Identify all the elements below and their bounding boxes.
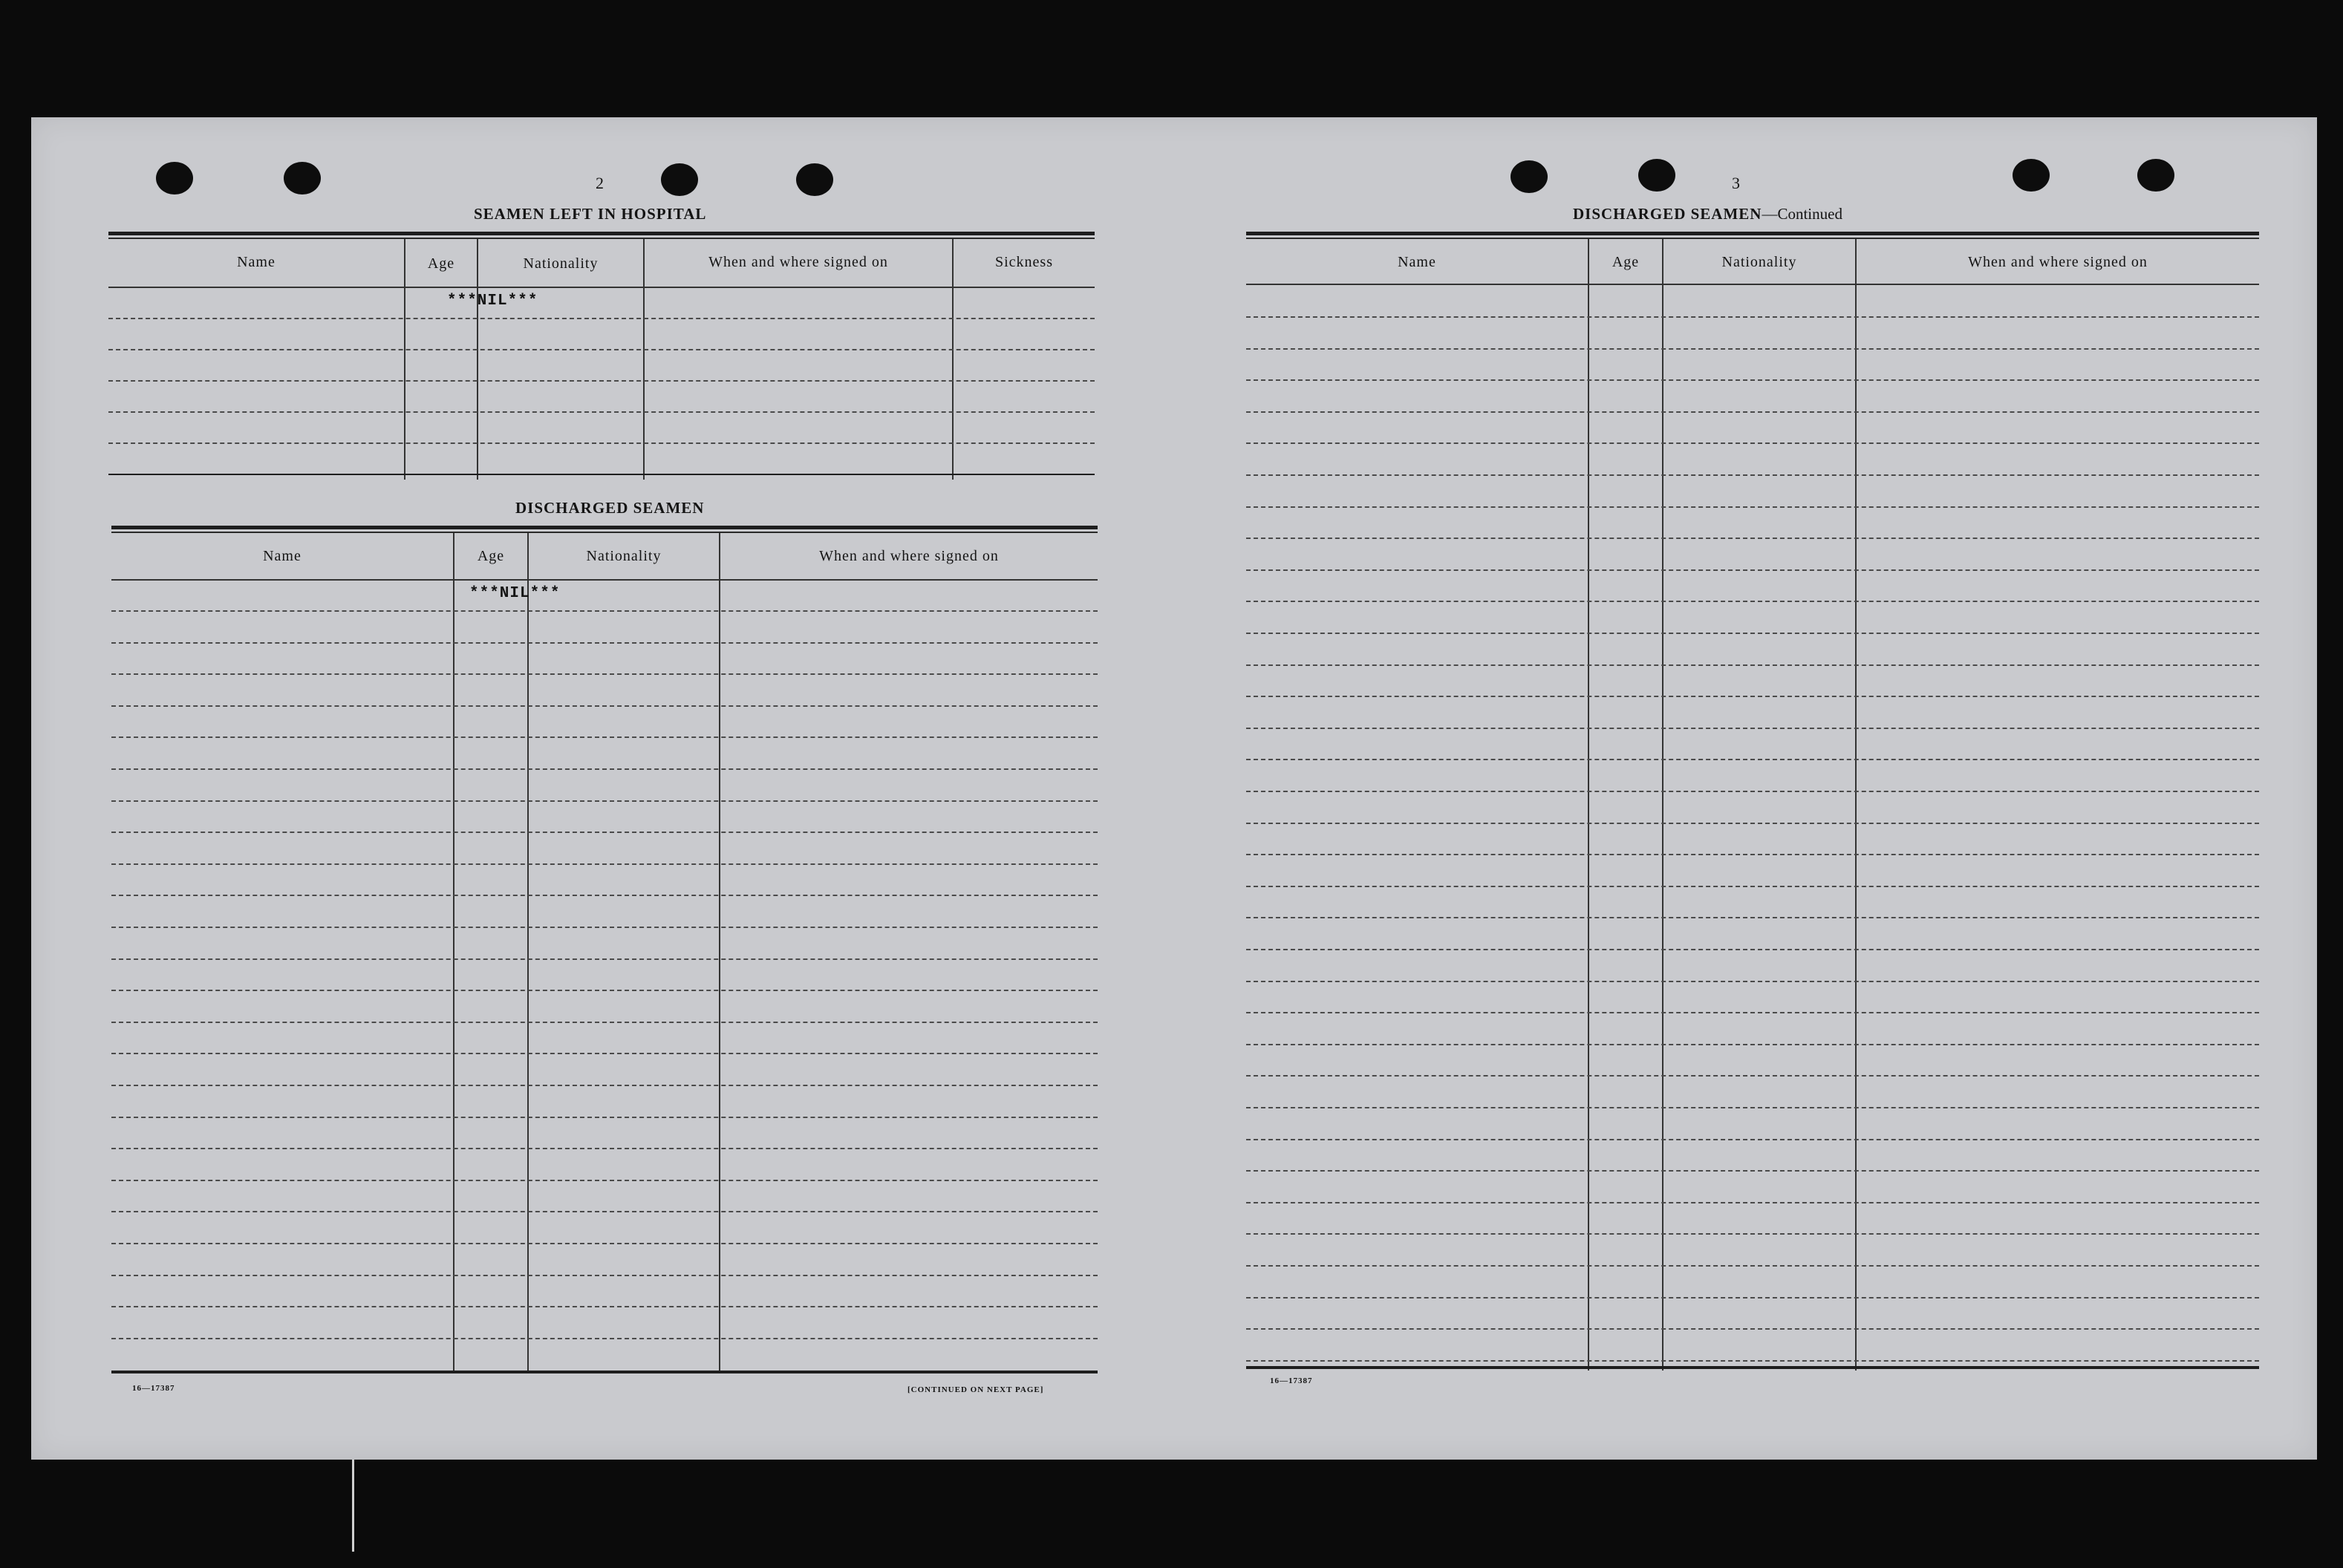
table-row bbox=[1246, 601, 2259, 602]
table-row bbox=[111, 927, 1098, 928]
table-row bbox=[111, 1117, 1098, 1118]
punch-hole bbox=[1511, 160, 1548, 193]
table-row bbox=[111, 1306, 1098, 1307]
table-row bbox=[1246, 1139, 2259, 1140]
table-row bbox=[1246, 854, 2259, 855]
nil-entry: ***NIL*** bbox=[469, 585, 561, 602]
discharged-continued-table bbox=[1246, 232, 2259, 1371]
column-header-age: Age bbox=[1612, 254, 1640, 270]
table-row bbox=[1246, 823, 2259, 824]
table-row bbox=[1246, 886, 2259, 887]
nil-entry: ***NIL*** bbox=[447, 293, 538, 310]
punch-hole bbox=[156, 162, 193, 195]
table-row bbox=[1246, 696, 2259, 697]
table-row bbox=[1246, 791, 2259, 792]
table-row bbox=[111, 1180, 1098, 1181]
table-row bbox=[111, 1148, 1098, 1149]
column-header-when-where-signed: When and where signed on bbox=[708, 254, 888, 270]
column-header-age: Age bbox=[427, 255, 455, 272]
discharged-continued-title bbox=[1573, 205, 1842, 223]
table-row bbox=[1246, 949, 2259, 950]
discharged-continued-suffix: —Continued bbox=[1762, 205, 1842, 223]
table-row bbox=[1246, 664, 2259, 666]
table-row bbox=[1246, 1075, 2259, 1077]
discharged-table bbox=[111, 526, 1098, 1378]
table-row bbox=[111, 610, 1098, 612]
table-row bbox=[108, 442, 1095, 444]
table-row bbox=[111, 895, 1098, 896]
table-row bbox=[1246, 569, 2259, 571]
punch-hole bbox=[796, 163, 833, 196]
column-header-name: Name bbox=[237, 254, 276, 270]
table-row bbox=[1246, 538, 2259, 539]
column-header-nationality: Nationality bbox=[586, 548, 662, 564]
table-row bbox=[1246, 1170, 2259, 1172]
table-row bbox=[1246, 1233, 2259, 1235]
column-header-nationality: Nationality bbox=[1721, 254, 1797, 270]
table-row bbox=[108, 380, 1095, 382]
table-row bbox=[1246, 759, 2259, 760]
page-number-left: 2 bbox=[596, 174, 605, 192]
scan-artifact-line bbox=[352, 1455, 354, 1552]
table-row bbox=[1246, 379, 2259, 381]
table-row bbox=[111, 705, 1098, 707]
table-row bbox=[111, 1243, 1098, 1244]
table-row bbox=[111, 800, 1098, 802]
table-row bbox=[108, 349, 1095, 350]
continued-note: [CONTINUED ON NEXT PAGE] bbox=[907, 1385, 1044, 1394]
table-row bbox=[1246, 506, 2259, 508]
form-number-left: 16—17387 bbox=[132, 1384, 175, 1393]
table-row bbox=[1246, 1297, 2259, 1298]
hospital-section-title: SEAMEN LEFT IN HOSPITAL bbox=[474, 205, 707, 223]
page-number-right: 3 bbox=[1732, 174, 1741, 192]
table-row bbox=[108, 411, 1095, 413]
punch-hole bbox=[1638, 159, 1675, 192]
table-row bbox=[111, 990, 1098, 991]
punch-hole bbox=[661, 163, 698, 196]
table-row bbox=[1246, 981, 2259, 982]
column-header-age: Age bbox=[477, 548, 505, 564]
column-header-name: Name bbox=[263, 548, 302, 564]
table-row bbox=[111, 673, 1098, 675]
table-row bbox=[1246, 633, 2259, 634]
table-row bbox=[111, 1085, 1098, 1086]
punch-hole bbox=[2013, 159, 2050, 192]
table-row bbox=[108, 318, 1095, 319]
ledger-sheet bbox=[31, 117, 2317, 1460]
punch-hole bbox=[2137, 159, 2174, 192]
table-row bbox=[111, 863, 1098, 865]
hospital-table bbox=[108, 232, 1095, 480]
table-row bbox=[1246, 1360, 2259, 1362]
table-row bbox=[1246, 1265, 2259, 1267]
discharged-continued-title-main: DISCHARGED SEAMEN bbox=[1573, 205, 1762, 223]
punch-hole bbox=[284, 162, 321, 195]
table-row bbox=[1246, 1328, 2259, 1330]
table-row bbox=[1246, 316, 2259, 318]
column-header-when-where-signed: When and where signed on bbox=[819, 548, 999, 564]
table-row bbox=[111, 1022, 1098, 1023]
table-row bbox=[111, 958, 1098, 960]
form-number-right: 16—17387 bbox=[1270, 1376, 1313, 1385]
table-row bbox=[111, 832, 1098, 833]
column-header-when-where-signed: When and where signed on bbox=[1968, 254, 2148, 270]
table-row bbox=[111, 736, 1098, 738]
table-row bbox=[111, 642, 1098, 644]
table-row bbox=[1246, 917, 2259, 918]
table-row bbox=[1246, 411, 2259, 413]
column-header-nationality: Nationality bbox=[523, 255, 599, 272]
table-row bbox=[1246, 1044, 2259, 1045]
table-row bbox=[111, 1053, 1098, 1054]
table-row bbox=[1246, 728, 2259, 729]
column-header-sickness: Sickness bbox=[995, 254, 1053, 270]
table-row bbox=[111, 768, 1098, 770]
table-row bbox=[1246, 442, 2259, 444]
table-row bbox=[1246, 1012, 2259, 1013]
table-row bbox=[111, 1338, 1098, 1339]
table-row bbox=[111, 1211, 1098, 1212]
column-header-name: Name bbox=[1398, 254, 1436, 270]
discharged-section-title: DISCHARGED SEAMEN bbox=[515, 499, 705, 517]
table-row bbox=[1246, 474, 2259, 476]
table-row bbox=[1246, 348, 2259, 350]
table-row bbox=[111, 1275, 1098, 1276]
table-row bbox=[1246, 1202, 2259, 1203]
table-row bbox=[1246, 1107, 2259, 1108]
